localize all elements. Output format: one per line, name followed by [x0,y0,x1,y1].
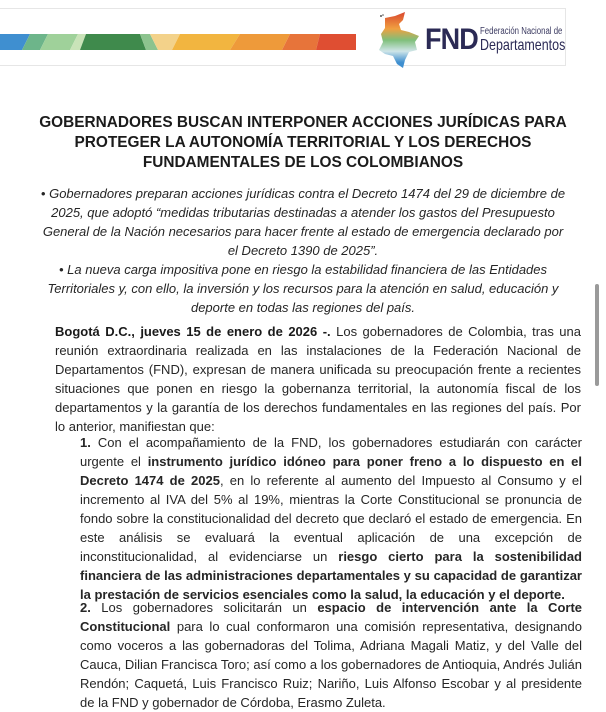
intro-text: Los gobernadores de Colombia, tras una reunión extraordinaria realizada en las instalaciones de la Federación Nacional de Departamentos (FND), expresan de manera unificada su preocupación frente a recientes situaciones que ponen en riesgo la gobernanza territorial, la autonomía fiscal de los departamentos y la garantía de los derechos fundamentales en las regiones del país. Por lo anterior, manifiestan que: [55,324,581,434]
item-number: 1. [80,435,91,450]
dateline: Bogotá D.C., jueves 15 de enero de 2026 -. [55,324,331,339]
colombia-map-icon [375,10,425,70]
list-item [80,598,582,712]
vertical-scrollbar[interactable] [595,284,599,386]
press-release-title [0,113,606,173]
stripe-segment [316,34,356,50]
title-line: PROTEGER LA AUTONOMÍA TERRITORIAL Y LOS DERECHOS [74,134,532,151]
item-text: , en lo referente al aumento del Impuesto al Consumo y el incremento al IVA del 5% al 19%, mientras la Corte Constitucional se pronuncia de fondo sobre la constitucionalidad del decreto que declaró el estado de emergencia. En este análisis se evaluará la eventual aplicación de una excepción de inconstitucionalidad, al evidenciarse un [80,473,582,564]
color-stripe-banner [0,34,356,50]
summary-bullet: • La nueva carga impositiva pone en riesgo la estabilidad financiera de las Entidades Territoriales y, con ello, la inversión y los recursos para la atención en salud, educación y deporte en todas las regiones del país. [47,262,559,315]
item-emphasis: espacio de intervención ante la Corte Constitucional [80,600,582,634]
summary-bullets [40,184,566,317]
item-emphasis: instrumento jurídico idóneo para poner freno a lo dispuesto en el Decreto 1474 de 2025 [80,454,582,488]
letterhead [0,8,566,66]
logo-acronym: FND [425,23,478,56]
stripe-segment [80,34,146,50]
stripe-segment [172,34,240,50]
title-line: GOBERNADORES BUSCAN INTERPONER ACCIONES JURÍDICAS PARA [39,114,567,131]
title-line: FUNDAMENTALES DE LOS COLOMBIANOS [142,154,464,171]
logo-name-line2: Departamentos [480,37,566,54]
list-item [80,433,582,604]
item-text: para lo cual conformaron una comisión representativa, designando como voceros a las gobernadoras del Tolima, Adriana Magali Matiz, y del Valle del Cauca, Dilian Francisca Toro; así como a los gobernadores de Antioquia, Andrés Julián Rendón; Caquetá, Luis Francisco Ruiz; Nariño, Luis Alfonso Escobar y al presidente de la FND y gobernador de Córdoba, Erasmo Zuleta. [80,619,582,710]
item-emphasis: riesgo cierto para la sostenibilidad financiera de las administraciones departamentales y su capacidad de garantizar la prestación de servicios esenciales como la salud, la educación y el deporte. [80,549,582,602]
logo-name-line1: Federación Nacional de [480,26,563,37]
item-text: Con el acompañamiento de la FND, los gobernadores estudiarán con carácter urgente el [80,435,582,469]
item-text: Los gobernadores solicitarán un [90,600,318,615]
summary-bullet: • Gobernadores preparan acciones jurídicas contra el Decreto 1474 del 29 de diciembre de 2025, que adoptó “medidas tributarias destinadas a atender los gastos del Presupuesto General de la Nación necesarios para hacer frente al estado de emergencia declarado por el Decreto 1390 de 2025”. [40,186,566,258]
intro-paragraph [55,322,581,436]
item-number: 2. [80,600,91,615]
stripe-segment [230,34,290,50]
